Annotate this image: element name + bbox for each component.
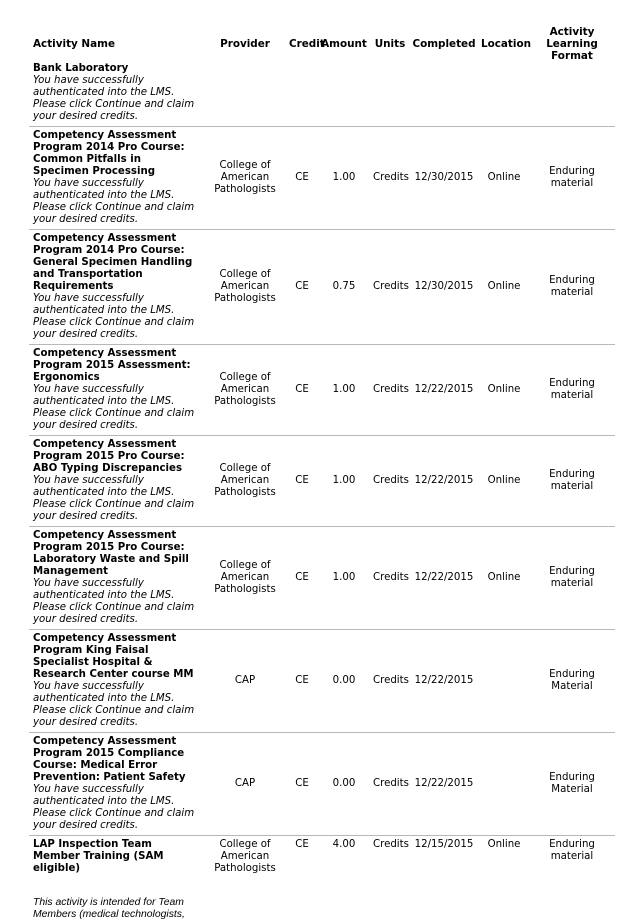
format-cell: Enduring Material bbox=[529, 733, 615, 836]
activity-note: You have successfully authenticated into the LMS. Please click Continue and claim your desired credits. bbox=[33, 293, 199, 341]
format-cell: Enduring material bbox=[529, 345, 615, 436]
format-cell: Enduring material bbox=[529, 127, 615, 230]
provider-cell: CAP bbox=[203, 630, 287, 733]
table-row bbox=[29, 630, 615, 733]
amount-cell: 0.00 bbox=[317, 630, 371, 733]
format-cell: Enduring material bbox=[529, 836, 615, 924]
completed-cell: 12/22/2015 bbox=[409, 436, 479, 527]
credit-cell: CE bbox=[287, 230, 317, 345]
amount-cell: 1.00 bbox=[317, 527, 371, 630]
activity-note: You have successfully authenticated into the LMS. Please click Continue and claim your desired credits. bbox=[33, 475, 199, 523]
activity-cell bbox=[29, 836, 203, 924]
location-cell bbox=[479, 62, 529, 127]
amount-cell: 1.00 bbox=[317, 127, 371, 230]
activity-note: You have successfully authenticated into the LMS. Please click Continue and claim your desired credits. bbox=[33, 75, 199, 123]
amount-cell: 4.00 bbox=[317, 836, 371, 924]
header-amount: Amount bbox=[317, 23, 371, 62]
location-cell bbox=[479, 630, 529, 733]
table-row bbox=[29, 62, 615, 127]
header-units: Units bbox=[371, 23, 409, 62]
format-cell: Enduring material bbox=[529, 436, 615, 527]
table-row bbox=[29, 436, 615, 527]
activity-cell bbox=[29, 127, 203, 230]
location-cell bbox=[479, 733, 529, 836]
format-cell: Enduring material bbox=[529, 230, 615, 345]
location-cell: Online bbox=[479, 127, 529, 230]
location-cell: Online bbox=[479, 436, 529, 527]
credit-cell: CE bbox=[287, 127, 317, 230]
amount-cell bbox=[317, 62, 371, 127]
activity-title: Bank Laboratory bbox=[33, 63, 199, 75]
completed-cell: 12/22/2015 bbox=[409, 733, 479, 836]
units-cell bbox=[371, 62, 409, 127]
table-row bbox=[29, 127, 615, 230]
amount-cell: 1.00 bbox=[317, 436, 371, 527]
provider-cell: College of American Pathologists bbox=[203, 345, 287, 436]
credit-cell: CE bbox=[287, 527, 317, 630]
header-provider: Provider bbox=[203, 23, 287, 62]
activity-cell bbox=[29, 733, 203, 836]
activity-cell bbox=[29, 230, 203, 345]
completed-cell: 12/22/2015 bbox=[409, 345, 479, 436]
location-cell: Online bbox=[479, 836, 529, 924]
header-completed: Completed bbox=[409, 23, 479, 62]
activity-note: You have successfully authenticated into the LMS. Please click Continue and claim your desired credits. bbox=[33, 784, 199, 832]
credit-cell: CE bbox=[287, 436, 317, 527]
units-cell: Credits bbox=[371, 345, 409, 436]
units-cell: Credits bbox=[371, 527, 409, 630]
activity-title: Competency Assessment Program 2014 Pro Course: General Specimen Handling and Transportation Requirements bbox=[33, 233, 199, 293]
units-cell: Credits bbox=[371, 436, 409, 527]
activity-cell bbox=[29, 527, 203, 630]
provider-cell: College of American Pathologists bbox=[203, 836, 287, 924]
provider-cell: College of American Pathologists bbox=[203, 436, 287, 527]
completed-cell bbox=[409, 62, 479, 127]
provider-cell: College of American Pathologists bbox=[203, 230, 287, 345]
activity-note: This activity is intended for Team Members (medical technologists, bbox=[33, 897, 199, 921]
activity-title: Competency Assessment Program King Faisal Specialist Hospital & Research Center course MM bbox=[33, 633, 199, 681]
activity-cell bbox=[29, 630, 203, 733]
table-row bbox=[29, 230, 615, 345]
activity-title: Competency Assessment Program 2015 Pro Course: Laboratory Waste and Spill Management bbox=[33, 530, 199, 578]
header-location: Location bbox=[479, 23, 529, 62]
completed-cell: 12/22/2015 bbox=[409, 527, 479, 630]
amount-cell: 0.00 bbox=[317, 733, 371, 836]
completed-cell: 12/30/2015 bbox=[409, 230, 479, 345]
activity-title: Competency Assessment Program 2014 Pro Course: Common Pitfalls in Specimen Processing bbox=[33, 130, 199, 178]
completed-cell: 12/30/2015 bbox=[409, 127, 479, 230]
provider-cell: CAP bbox=[203, 733, 287, 836]
credit-cell: CE bbox=[287, 836, 317, 924]
header-format: Activity Learning Format bbox=[529, 23, 615, 62]
provider-cell: College of American Pathologists bbox=[203, 527, 287, 630]
credit-cell: CE bbox=[287, 630, 317, 733]
units-cell: Credits bbox=[371, 230, 409, 345]
activity-title: Competency Assessment Program 2015 Pro Course: ABO Typing Discrepancies bbox=[33, 439, 199, 475]
location-cell: Online bbox=[479, 345, 529, 436]
activity-title: LAP Inspection Team Member Training (SAM eligible) bbox=[33, 839, 199, 875]
header-activity-name: Activity Name bbox=[29, 23, 203, 62]
amount-cell: 1.00 bbox=[317, 345, 371, 436]
table-row bbox=[29, 733, 615, 836]
units-cell: Credits bbox=[371, 127, 409, 230]
units-cell: Credits bbox=[371, 733, 409, 836]
format-cell: Enduring material bbox=[529, 527, 615, 630]
units-cell: Credits bbox=[371, 836, 409, 924]
activity-cell bbox=[29, 345, 203, 436]
completed-cell: 12/15/2015 bbox=[409, 836, 479, 924]
activity-note: You have successfully authenticated into the LMS. Please click Continue and claim your desired credits. bbox=[33, 384, 199, 432]
credit-cell bbox=[287, 62, 317, 127]
activity-note: You have successfully authenticated into the LMS. Please click Continue and claim your desired credits. bbox=[33, 578, 199, 626]
header-credit: Credit bbox=[287, 23, 317, 62]
table-header-row bbox=[29, 23, 615, 62]
format-cell bbox=[529, 62, 615, 127]
provider-cell bbox=[203, 62, 287, 127]
location-cell: Online bbox=[479, 527, 529, 630]
activity-title: Competency Assessment Program 2015 Assessment: Ergonomics bbox=[33, 348, 199, 384]
amount-cell: 0.75 bbox=[317, 230, 371, 345]
table-row bbox=[29, 527, 615, 630]
activity-title: Competency Assessment Program 2015 Compliance Course: Medical Error Prevention: Patient Safety bbox=[33, 736, 199, 784]
activity-table bbox=[29, 23, 615, 924]
location-cell: Online bbox=[479, 230, 529, 345]
table-row bbox=[29, 345, 615, 436]
table-row bbox=[29, 836, 615, 924]
activity-note: You have successfully authenticated into the LMS. Please click Continue and claim your desired credits. bbox=[33, 681, 199, 729]
provider-cell: College of American Pathologists bbox=[203, 127, 287, 230]
activity-cell bbox=[29, 436, 203, 527]
credit-cell: CE bbox=[287, 733, 317, 836]
format-cell: Enduring Material bbox=[529, 630, 615, 733]
activity-cell bbox=[29, 62, 203, 127]
credit-cell: CE bbox=[287, 345, 317, 436]
units-cell: Credits bbox=[371, 630, 409, 733]
completed-cell: 12/22/2015 bbox=[409, 630, 479, 733]
activity-note: You have successfully authenticated into the LMS. Please click Continue and claim your desired credits. bbox=[33, 178, 199, 226]
